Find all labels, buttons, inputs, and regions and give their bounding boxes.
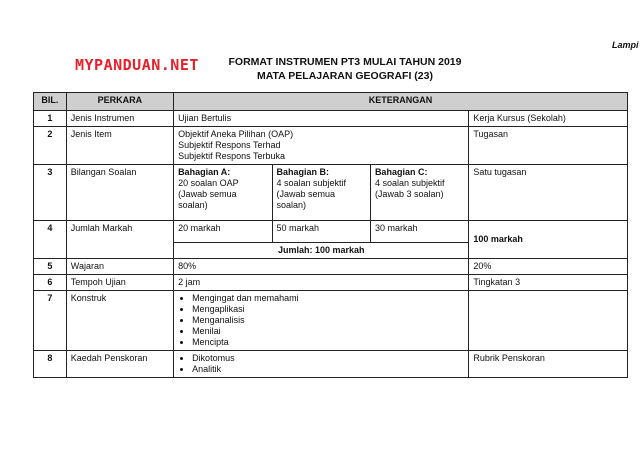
table-row (34, 127, 628, 165)
section-a-cell (174, 165, 272, 221)
written-cell (174, 291, 469, 351)
kk-cell: Satu tugasan (469, 165, 628, 221)
watermark: MYPANDUAN.NET (75, 56, 199, 74)
list-item: • Mengaplikasi (192, 304, 464, 315)
table-row (34, 165, 628, 221)
section-c-line: 4 soalan subjektif (374, 178, 445, 188)
table-row (34, 275, 628, 291)
marks-b-cell: 50 markah (272, 221, 370, 243)
header-bil: BIL. (34, 93, 67, 111)
kk-cell (469, 291, 628, 351)
section-c-cell (370, 165, 468, 221)
table-row (34, 351, 628, 378)
table-row (34, 291, 628, 351)
list-item: • Menilai (192, 326, 464, 337)
section-b-line: soalan) (276, 200, 307, 210)
kk-cell: 20% (469, 259, 628, 275)
bil-cell: 2 (34, 127, 67, 165)
document-title (200, 55, 490, 83)
marks-a-cell: 20 markah (174, 221, 272, 243)
perkara-cell: Konstruk (66, 291, 173, 351)
perkara-cell: Bilangan Soalan (66, 165, 173, 221)
table-row (34, 221, 628, 243)
perkara-cell: Jenis Instrumen (66, 111, 173, 127)
bil-cell: 8 (34, 351, 67, 378)
perkara-cell: Tempoh Ujian (66, 275, 173, 291)
kk-cell: Tingkatan 3 (469, 275, 628, 291)
section-c-title: Bahagian C: (374, 167, 428, 177)
bil-cell: 3 (34, 165, 67, 221)
list-item: • Mencipta (192, 337, 464, 348)
scoring-list (178, 353, 464, 375)
item-type-line: Subjektif Respons Terbuka (178, 151, 285, 161)
list-item: • Mengingat dan memahami (192, 293, 464, 304)
title-line-1: FORMAT INSTRUMEN PT3 MULAI TAHUN 2019 (228, 56, 462, 68)
bil-cell: 5 (34, 259, 67, 275)
marks-c-cell: 30 markah (370, 221, 468, 243)
written-cell (174, 351, 469, 378)
kk-cell: Kerja Kursus (Sekolah) (469, 111, 628, 127)
section-c-line: (Jawab 3 soalan) (374, 189, 444, 199)
list-item: • Analitik (192, 364, 464, 375)
kk-cell: 100 markah (469, 221, 628, 259)
written-cell: 80% (174, 259, 469, 275)
list-item: • Dikotomus (192, 353, 464, 364)
item-type-line: Subjektif Respons Terhad (178, 140, 281, 150)
perkara-cell: Wajaran (66, 259, 173, 275)
bil-cell: 7 (34, 291, 67, 351)
written-cell (174, 127, 469, 165)
section-b-line: (Jawab semua (276, 189, 336, 199)
written-cell: 2 jam (174, 275, 469, 291)
perkara-cell: Kaedah Penskoran (66, 351, 173, 378)
perkara-cell: Jenis Item (66, 127, 173, 165)
section-b-title: Bahagian B: (276, 167, 330, 177)
section-a-line: soalan) (178, 200, 208, 210)
section-a-line: (Jawab semua (178, 189, 237, 199)
list-item: • Menganalisis (192, 315, 464, 326)
header-keterangan: KETERANGAN (174, 93, 628, 111)
section-a-title: Bahagian A: (178, 167, 231, 177)
bil-cell: 4 (34, 221, 67, 259)
corner-label: Lampi (612, 40, 639, 50)
section-b-line: 4 soalan subjektif (276, 178, 347, 188)
header-row (34, 93, 628, 111)
bil-cell: 6 (34, 275, 67, 291)
kk-cell: Tugasan (469, 127, 628, 165)
section-b-cell (272, 165, 370, 221)
table-row (34, 259, 628, 275)
written-cell: Ujian Bertulis (174, 111, 469, 127)
format-table (33, 92, 628, 378)
title-line-2: MATA PELAJARAN GEOGRAFI (23) (257, 70, 433, 82)
item-type-line: Objektif Aneka Pilihan (OAP) (178, 129, 294, 139)
perkara-cell: Jumlah Markah (66, 221, 173, 259)
table-row (34, 111, 628, 127)
bil-cell: 1 (34, 111, 67, 127)
total-marks-cell: Jumlah: 100 markah (174, 243, 469, 259)
section-a-line: 20 soalan OAP (178, 178, 239, 188)
construct-list (178, 293, 464, 348)
header-perkara: PERKARA (66, 93, 173, 111)
kk-cell: Rubrik Penskoran (469, 351, 628, 378)
